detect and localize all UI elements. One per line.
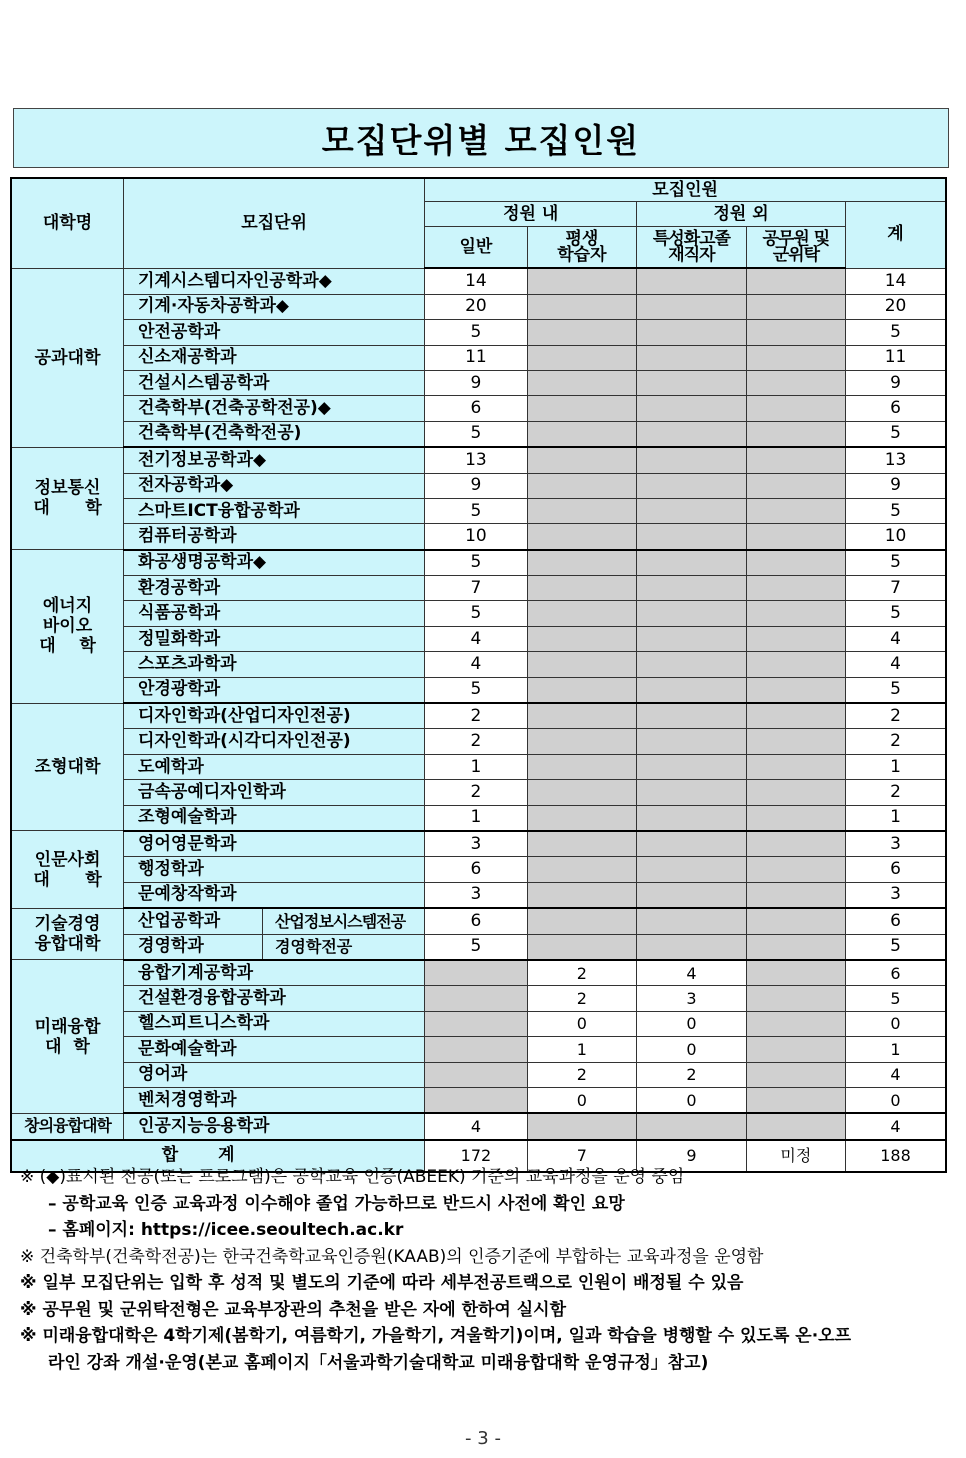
header-quota: 모집인원	[425, 178, 946, 202]
note-line: ※ 미래융합대학은 4학기제(봄학기, 여름학기, 가을학기, 겨울학기)이며, 일과 학습을 병행할 수 있도록 온·오프	[20, 1326, 852, 1346]
table-row	[11, 601, 946, 626]
total-value: 13	[846, 447, 946, 473]
unit-name: 신소재공학과	[124, 345, 425, 370]
sum-lifelong: 7	[527, 1140, 637, 1172]
header-inside: 정원 내	[425, 202, 637, 227]
lifelong-value: 0	[527, 1087, 637, 1113]
note-line: ※ 건축학부(건축학전공)는 한국건축학교육인증원(KAAB)의 인증기준에 부합하는 교육과정을 운영함	[20, 1246, 764, 1267]
special-value: 0	[637, 1087, 747, 1113]
unit-name: 문예창작학과	[124, 882, 425, 908]
total-value: 20	[846, 294, 946, 319]
unit-name: 디자인학과(시각디자인전공)	[124, 729, 425, 754]
table-row	[11, 447, 946, 473]
total-value: 10	[846, 524, 946, 550]
table-row	[11, 268, 946, 294]
total-value: 5	[846, 498, 946, 523]
table-row	[11, 857, 946, 882]
general-value: 5	[425, 601, 527, 626]
general-value: 6	[425, 857, 527, 882]
total-value: 5	[846, 421, 946, 447]
table-row	[11, 703, 946, 729]
header-row-1	[11, 178, 946, 202]
total-value: 6	[846, 960, 946, 986]
total-value: 3	[846, 882, 946, 908]
unit-name: 식품공학과	[124, 601, 425, 626]
table-row	[11, 805, 946, 831]
unit-name: 스포츠과학과	[124, 652, 425, 677]
total-value: 1	[846, 754, 946, 779]
unit-name: 화공생명공학과◆	[124, 550, 425, 576]
unit-name: 영어과	[124, 1062, 425, 1087]
total-value: 3	[846, 831, 946, 857]
college-creative: 창의융합대학	[11, 1113, 124, 1139]
lifelong-value: 2	[527, 960, 637, 986]
table-row	[11, 320, 946, 345]
general-value: 11	[425, 345, 527, 370]
note-line: – 홈페이지: https://icee.seoultech.ac.kr	[48, 1220, 404, 1240]
unit-name: 융합기계공학과	[124, 960, 425, 986]
table-row	[11, 473, 946, 498]
general-value: 2	[425, 729, 527, 754]
table-row	[11, 550, 946, 576]
major-name: 경영학전공	[262, 934, 424, 960]
unit-name: 안전공학과	[124, 320, 425, 345]
college-energy: 에너지 바이오 대 학	[11, 550, 124, 703]
general-value: 7	[425, 576, 527, 601]
unit-name: 기계시스템디자인공학과◆	[124, 268, 425, 294]
table-row	[11, 524, 946, 550]
special-value: 2	[637, 1062, 747, 1087]
general-value: 5	[425, 421, 527, 447]
note-line: – 공학교육 인증 교육과정 이수해야 졸업 가능하므로 반드시 사전에 확인 요망	[48, 1193, 625, 1214]
unit-name: 산업공학과	[124, 908, 263, 934]
unit-name: 조형예술학과	[124, 805, 425, 831]
unit-name: 문화예술학과	[124, 1037, 425, 1062]
table-row	[11, 882, 946, 908]
general-value: 2	[425, 703, 527, 729]
general-value: 4	[425, 652, 527, 677]
general-value: 2	[425, 780, 527, 805]
total-value: 2	[846, 780, 946, 805]
general-value: 3	[425, 831, 527, 857]
header-general: 일반	[425, 227, 527, 269]
special-value: 3	[637, 986, 747, 1011]
note-line: ※ (◆)표시된 전공(또는 프로그램)은 공학교육 인증(ABEEK) 기준의 교육과정을 운영 중임	[20, 1167, 685, 1187]
header-outside: 정원 외	[637, 202, 846, 227]
header-total: 계	[846, 202, 946, 269]
total-value: 6	[846, 396, 946, 421]
table-row	[11, 934, 946, 960]
total-value: 9	[846, 370, 946, 395]
total-value: 11	[846, 345, 946, 370]
table-row	[11, 1011, 946, 1036]
total-value: 1	[846, 1037, 946, 1062]
header-special: 특성화고졸 재직자	[637, 227, 747, 269]
unit-name: 전자공학과◆	[124, 473, 425, 498]
sum-label: 합계	[11, 1140, 425, 1172]
title-box	[13, 108, 949, 168]
total-value: 2	[846, 703, 946, 729]
notes	[20, 1164, 950, 1376]
quota-table	[10, 177, 947, 1173]
table-row	[11, 986, 946, 1011]
general-value: 4	[425, 1113, 527, 1139]
special-value: 4	[637, 960, 747, 986]
total-value: 2	[846, 729, 946, 754]
table-row	[11, 677, 946, 703]
total-value: 9	[846, 473, 946, 498]
general-value: 1	[425, 805, 527, 831]
table-row	[11, 1087, 946, 1113]
total-value: 5	[846, 601, 946, 626]
general-value: 5	[425, 934, 527, 960]
special-value: 0	[637, 1011, 747, 1036]
special-value: 0	[637, 1037, 747, 1062]
total-value: 7	[846, 576, 946, 601]
table-row	[11, 421, 946, 447]
total-value: 4	[846, 652, 946, 677]
total-value: 5	[846, 320, 946, 345]
college-eng: 공과대학	[11, 268, 124, 447]
unit-name: 컴퓨터공학과	[124, 524, 425, 550]
unit-name: 경영학과	[124, 934, 263, 960]
college-tech: 기술경영 융합대학	[11, 908, 124, 960]
table-row	[11, 908, 946, 934]
unit-name: 정밀화학과	[124, 626, 425, 651]
general-value: 9	[425, 370, 527, 395]
general-value: 6	[425, 396, 527, 421]
lifelong-value: 2	[527, 1062, 637, 1087]
unit-name: 건축학부(건축학전공)	[124, 421, 425, 447]
note-line: 라인 강좌 개설·운영(본교 홈페이지「서울과학기술대학교 미래융합대학 운영규정」참고)	[48, 1352, 709, 1373]
general-value: 1	[425, 754, 527, 779]
total-value: 4	[846, 626, 946, 651]
total-value: 5	[846, 986, 946, 1011]
college-future: 미래융합 대 학	[11, 960, 124, 1113]
total-value: 4	[846, 1113, 946, 1139]
general-value: 10	[425, 524, 527, 550]
total-value: 0	[846, 1011, 946, 1036]
total-value: 1	[846, 805, 946, 831]
total-value: 0	[846, 1087, 946, 1113]
unit-name: 환경공학과	[124, 576, 425, 601]
general-value: 13	[425, 447, 527, 473]
unit-name: 벤처경영학과	[124, 1087, 425, 1113]
general-value: 6	[425, 908, 527, 934]
unit-name: 행정학과	[124, 857, 425, 882]
general-value: 9	[425, 473, 527, 498]
total-value: 5	[846, 934, 946, 960]
unit-name: 건설시스템공학과	[124, 370, 425, 395]
general-value: 5	[425, 677, 527, 703]
college-info: 정보통신 대 학	[11, 447, 124, 550]
table-row	[11, 396, 946, 421]
unit-name: 금속공예디자인학과	[124, 780, 425, 805]
table-row	[11, 1113, 946, 1139]
sum-total: 188	[846, 1140, 946, 1172]
sum-general: 172	[425, 1140, 527, 1172]
table-row	[11, 576, 946, 601]
unit-name: 전기정보공학과◆	[124, 447, 425, 473]
unit-name: 영어영문학과	[124, 831, 425, 857]
general-value: 5	[425, 550, 527, 576]
major-name: 산업정보시스템전공	[262, 908, 424, 934]
total-value: 6	[846, 908, 946, 934]
table-row	[11, 754, 946, 779]
lifelong-value: 2	[527, 986, 637, 1011]
header-lifelong: 평생 학습자	[527, 227, 637, 269]
table-row	[11, 831, 946, 857]
unit-name: 건설환경융합공학과	[124, 986, 425, 1011]
table-row	[11, 370, 946, 395]
total-value: 4	[846, 1062, 946, 1087]
general-value: 20	[425, 294, 527, 319]
unit-name: 건축학부(건축공학전공)◆	[124, 396, 425, 421]
header-unit: 모집단위	[124, 178, 425, 268]
general-value: 5	[425, 320, 527, 345]
unit-name: 디자인학과(산업디자인전공)	[124, 703, 425, 729]
table-row	[11, 345, 946, 370]
unit-name: 스마트ICT융합공학과	[124, 498, 425, 523]
general-value: 14	[425, 268, 527, 294]
general-value: 4	[425, 626, 527, 651]
header-public: 공무원 및 군위탁	[746, 227, 845, 269]
table-row	[11, 294, 946, 319]
total-value: 5	[846, 550, 946, 576]
unit-name: 기계·자동차공학과◆	[124, 294, 425, 319]
college-humanities: 인문사회 대 학	[11, 831, 124, 908]
unit-name: 헬스피트니스학과	[124, 1011, 425, 1036]
table-row	[11, 729, 946, 754]
page-title: 모집단위별 모집인원	[321, 120, 641, 160]
table-row	[11, 780, 946, 805]
sum-public: 미정	[746, 1140, 845, 1172]
note-line: ※ 일부 모집단위는 입학 후 성적 및 별도의 기준에 따라 세부전공트랙으로 인원이 배정될 수 있음	[20, 1273, 744, 1293]
unit-name: 안경광학과	[124, 677, 425, 703]
table-row	[11, 1037, 946, 1062]
table-row	[11, 626, 946, 651]
unit-name: 인공지능응용학과	[124, 1113, 425, 1139]
lifelong-value: 0	[527, 1011, 637, 1036]
page-number: - 3 -	[465, 1428, 501, 1449]
table-row	[11, 498, 946, 523]
unit-name: 도예학과	[124, 754, 425, 779]
general-value: 3	[425, 882, 527, 908]
note-line: ※ 공무원 및 군위탁전형은 교육부장관의 추천을 받은 자에 한하여 실시함	[20, 1299, 567, 1320]
table-row	[11, 960, 946, 986]
header-college: 대학명	[11, 178, 124, 268]
table-row	[11, 1062, 946, 1087]
total-value: 14	[846, 268, 946, 294]
table-row	[11, 652, 946, 677]
total-value: 6	[846, 857, 946, 882]
general-value: 5	[425, 498, 527, 523]
lifelong-value: 1	[527, 1037, 637, 1062]
total-value: 5	[846, 677, 946, 703]
college-design: 조형대학	[11, 703, 124, 831]
sum-special: 9	[637, 1140, 747, 1172]
